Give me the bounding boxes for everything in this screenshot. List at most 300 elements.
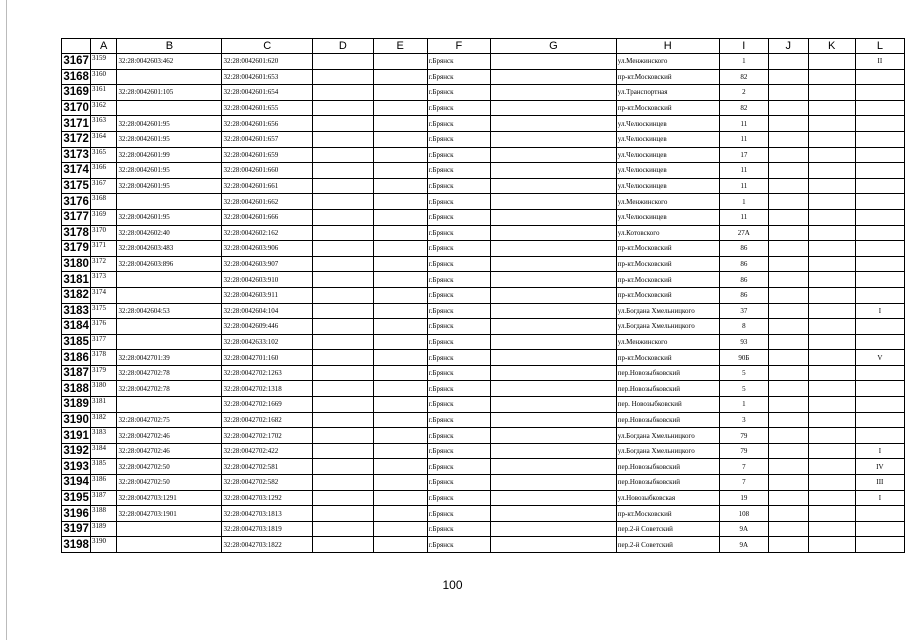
cell-h[interactable]: пер.2-й Советский xyxy=(616,537,719,553)
cell-k[interactable] xyxy=(808,147,855,163)
row-number[interactable]: 3188 xyxy=(63,382,89,395)
cell-g[interactable] xyxy=(491,428,617,444)
cell-f[interactable]: г.Брянск xyxy=(427,54,490,70)
cell-g[interactable] xyxy=(491,116,617,132)
cell-j[interactable] xyxy=(769,381,809,397)
cell-c[interactable]: 32:28:0042702:1682 xyxy=(222,412,313,428)
cell-k[interactable] xyxy=(808,163,855,179)
cell-e[interactable] xyxy=(373,365,427,381)
row-number[interactable]: 3191 xyxy=(63,429,89,442)
cell-l[interactable] xyxy=(855,256,904,272)
cell-h[interactable]: ул.Новозыбковская xyxy=(616,490,719,506)
cell-i[interactable]: 11 xyxy=(719,209,768,225)
cell-j[interactable] xyxy=(769,334,809,350)
cell-l[interactable] xyxy=(855,412,904,428)
cell-h[interactable]: пр-кт.Московский xyxy=(616,287,719,303)
column-header-j[interactable]: J xyxy=(769,39,809,54)
cell-i[interactable]: 8 xyxy=(719,319,768,335)
cell-f[interactable]: г.Брянск xyxy=(427,85,490,101)
cell-b[interactable]: 32:28:0042702:46 xyxy=(117,428,222,444)
cell-a[interactable]: 3160 xyxy=(90,69,117,85)
cell-c[interactable]: 32:28:0042702:1263 xyxy=(222,365,313,381)
cell-d[interactable] xyxy=(313,459,374,475)
cell-h[interactable]: ул.Челюскинцев xyxy=(616,116,719,132)
cell-l[interactable] xyxy=(855,319,904,335)
cell-g[interactable] xyxy=(491,178,617,194)
column-header-l[interactable]: L xyxy=(855,39,904,54)
cell-b[interactable]: 32:28:0042703:1291 xyxy=(117,490,222,506)
cell-c[interactable]: 32:28:0042601:653 xyxy=(222,69,313,85)
cell-c[interactable]: 32:28:0042701:160 xyxy=(222,350,313,366)
cell-f[interactable]: г.Брянск xyxy=(427,506,490,522)
cell-l[interactable]: I xyxy=(855,303,904,319)
cell-j[interactable] xyxy=(769,287,809,303)
cell-k[interactable] xyxy=(808,178,855,194)
cell-a[interactable]: 3172 xyxy=(90,256,117,272)
cell-h[interactable]: пер.Новозыбковский xyxy=(616,475,719,491)
cell-j[interactable] xyxy=(769,116,809,132)
cell-e[interactable] xyxy=(373,69,427,85)
cell-b[interactable] xyxy=(117,287,222,303)
cell-f[interactable]: г.Брянск xyxy=(427,147,490,163)
cell-g[interactable] xyxy=(491,365,617,381)
cell-g[interactable] xyxy=(491,131,617,147)
cell-j[interactable] xyxy=(769,241,809,257)
cell-h[interactable]: пер.2-й Советский xyxy=(616,521,719,537)
cell-g[interactable] xyxy=(491,319,617,335)
cell-d[interactable] xyxy=(313,412,374,428)
cell-f[interactable]: г.Брянск xyxy=(427,272,490,288)
cell-l[interactable]: V xyxy=(855,350,904,366)
cell-d[interactable] xyxy=(313,443,374,459)
cell-a[interactable]: 3184 xyxy=(90,443,117,459)
cell-e[interactable] xyxy=(373,334,427,350)
cell-k[interactable] xyxy=(808,225,855,241)
cell-k[interactable] xyxy=(808,428,855,444)
cell-g[interactable] xyxy=(491,54,617,70)
cell-l[interactable] xyxy=(855,537,904,553)
cell-d[interactable] xyxy=(313,85,374,101)
cell-k[interactable] xyxy=(808,131,855,147)
cell-e[interactable] xyxy=(373,350,427,366)
cell-e[interactable] xyxy=(373,537,427,553)
cell-c[interactable]: 32:28:0042601:662 xyxy=(222,194,313,210)
cell-e[interactable] xyxy=(373,256,427,272)
cell-i[interactable]: 79 xyxy=(719,443,768,459)
cell-k[interactable] xyxy=(808,69,855,85)
cell-d[interactable] xyxy=(313,381,374,397)
row-number[interactable]: 3187 xyxy=(63,367,89,380)
cell-e[interactable] xyxy=(373,443,427,459)
cell-i[interactable]: 2 xyxy=(719,85,768,101)
cell-k[interactable] xyxy=(808,521,855,537)
cell-f[interactable]: г.Брянск xyxy=(427,350,490,366)
cell-j[interactable] xyxy=(769,537,809,553)
cell-j[interactable] xyxy=(769,209,809,225)
cell-j[interactable] xyxy=(769,69,809,85)
cell-a[interactable]: 3170 xyxy=(90,225,117,241)
cell-f[interactable]: г.Брянск xyxy=(427,256,490,272)
cell-d[interactable] xyxy=(313,209,374,225)
row-number[interactable]: 3189 xyxy=(63,398,89,411)
cell-g[interactable] xyxy=(491,147,617,163)
cell-e[interactable] xyxy=(373,194,427,210)
cell-d[interactable] xyxy=(313,241,374,257)
cell-h[interactable]: ул.Челюскинцев xyxy=(616,178,719,194)
row-number[interactable]: 3184 xyxy=(63,320,89,333)
cell-b[interactable] xyxy=(117,194,222,210)
cell-g[interactable] xyxy=(491,241,617,257)
cell-a[interactable]: 3182 xyxy=(90,412,117,428)
cell-h[interactable]: пр-кт.Московский xyxy=(616,100,719,116)
cell-a[interactable]: 3165 xyxy=(90,147,117,163)
cell-i[interactable]: 82 xyxy=(719,69,768,85)
cell-h[interactable]: ул.Челюскинцев xyxy=(616,163,719,179)
cell-a[interactable]: 3164 xyxy=(90,131,117,147)
cell-d[interactable] xyxy=(313,521,374,537)
cell-b[interactable]: 32:28:0042702:50 xyxy=(117,475,222,491)
row-number[interactable]: 3180 xyxy=(63,258,89,271)
cell-l[interactable] xyxy=(855,178,904,194)
cell-d[interactable] xyxy=(313,272,374,288)
cell-h[interactable]: пер.Новозыбковский xyxy=(616,381,719,397)
row-number[interactable]: 3181 xyxy=(63,273,89,286)
column-header-k[interactable]: K xyxy=(808,39,855,54)
cell-k[interactable] xyxy=(808,443,855,459)
cell-g[interactable] xyxy=(491,287,617,303)
cell-c[interactable]: 32:28:0042702:1702 xyxy=(222,428,313,444)
cell-b[interactable]: 32:28:0042702:46 xyxy=(117,443,222,459)
cell-b[interactable]: 32:28:0042702:75 xyxy=(117,412,222,428)
cell-e[interactable] xyxy=(373,428,427,444)
cell-b[interactable]: 32:28:0042602:40 xyxy=(117,225,222,241)
cell-f[interactable]: г.Брянск xyxy=(427,365,490,381)
cell-b[interactable]: 32:28:0042601:95 xyxy=(117,163,222,179)
cell-g[interactable] xyxy=(491,475,617,491)
cell-l[interactable] xyxy=(855,365,904,381)
cell-h[interactable]: ул.Богдана Хмельницкого xyxy=(616,428,719,444)
cell-d[interactable] xyxy=(313,537,374,553)
cell-a[interactable]: 3179 xyxy=(90,365,117,381)
cell-f[interactable]: г.Брянск xyxy=(427,521,490,537)
cell-h[interactable]: ул.Богдана Хмельницкого xyxy=(616,443,719,459)
cell-e[interactable] xyxy=(373,319,427,335)
cell-h[interactable]: ул.Котовского xyxy=(616,225,719,241)
cell-h[interactable]: ул.Челюскинцев xyxy=(616,209,719,225)
cell-b[interactable]: 32:28:0042604:53 xyxy=(117,303,222,319)
cell-d[interactable] xyxy=(313,225,374,241)
cell-f[interactable]: г.Брянск xyxy=(427,443,490,459)
cell-d[interactable] xyxy=(313,475,374,491)
cell-d[interactable] xyxy=(313,334,374,350)
cell-k[interactable] xyxy=(808,272,855,288)
cell-g[interactable] xyxy=(491,163,617,179)
cell-l[interactable] xyxy=(855,241,904,257)
cell-g[interactable] xyxy=(491,194,617,210)
cell-d[interactable] xyxy=(313,490,374,506)
cell-c[interactable]: 32:28:0042703:1813 xyxy=(222,506,313,522)
cell-d[interactable] xyxy=(313,350,374,366)
row-number[interactable]: 3186 xyxy=(63,351,89,364)
cell-b[interactable]: 32:28:0042601:99 xyxy=(117,147,222,163)
row-number[interactable]: 3185 xyxy=(63,335,89,348)
cell-h[interactable]: пр-кт.Московский xyxy=(616,256,719,272)
cell-k[interactable] xyxy=(808,209,855,225)
cell-l[interactable] xyxy=(855,521,904,537)
cell-e[interactable] xyxy=(373,475,427,491)
cell-g[interactable] xyxy=(491,506,617,522)
cell-g[interactable] xyxy=(491,256,617,272)
cell-l[interactable]: II xyxy=(855,54,904,70)
cell-b[interactable] xyxy=(117,69,222,85)
cell-l[interactable] xyxy=(855,100,904,116)
cell-l[interactable] xyxy=(855,116,904,132)
cell-e[interactable] xyxy=(373,241,427,257)
cell-e[interactable] xyxy=(373,272,427,288)
row-number[interactable]: 3171 xyxy=(63,117,89,130)
cell-g[interactable] xyxy=(491,381,617,397)
row-number[interactable]: 3179 xyxy=(63,242,89,255)
cell-h[interactable]: ул.Богдана Хмельницкого xyxy=(616,303,719,319)
cell-f[interactable]: г.Брянск xyxy=(427,287,490,303)
cell-k[interactable] xyxy=(808,459,855,475)
cell-g[interactable] xyxy=(491,537,617,553)
column-header-d[interactable]: D xyxy=(313,39,374,54)
cell-i[interactable]: 7 xyxy=(719,475,768,491)
cell-b[interactable] xyxy=(117,334,222,350)
cell-a[interactable]: 3180 xyxy=(90,381,117,397)
cell-a[interactable]: 3178 xyxy=(90,350,117,366)
cell-k[interactable] xyxy=(808,194,855,210)
row-number[interactable]: 3176 xyxy=(63,195,89,208)
cell-i[interactable]: 86 xyxy=(719,241,768,257)
cell-a[interactable]: 3189 xyxy=(90,521,117,537)
cell-j[interactable] xyxy=(769,85,809,101)
cell-c[interactable]: 32:28:0042601:655 xyxy=(222,100,313,116)
cell-b[interactable]: 32:28:0042702:78 xyxy=(117,365,222,381)
cell-c[interactable]: 32:28:0042601:657 xyxy=(222,131,313,147)
cell-c[interactable]: 32:28:0042603:910 xyxy=(222,272,313,288)
cell-b[interactable]: 32:28:0042601:95 xyxy=(117,131,222,147)
cell-b[interactable] xyxy=(117,521,222,537)
cell-l[interactable] xyxy=(855,334,904,350)
cell-a[interactable]: 3190 xyxy=(90,537,117,553)
cell-h[interactable]: пер.Новозыбковский xyxy=(616,459,719,475)
cell-e[interactable] xyxy=(373,506,427,522)
cell-k[interactable] xyxy=(808,412,855,428)
cell-g[interactable] xyxy=(491,490,617,506)
cell-k[interactable] xyxy=(808,100,855,116)
cell-c[interactable]: 32:28:0042603:906 xyxy=(222,241,313,257)
cell-c[interactable]: 32:28:0042702:1669 xyxy=(222,397,313,413)
cell-c[interactable]: 32:28:0042601:661 xyxy=(222,178,313,194)
cell-j[interactable] xyxy=(769,147,809,163)
cell-g[interactable] xyxy=(491,69,617,85)
cell-k[interactable] xyxy=(808,85,855,101)
cell-k[interactable] xyxy=(808,116,855,132)
cell-d[interactable] xyxy=(313,256,374,272)
cell-e[interactable] xyxy=(373,225,427,241)
cell-a[interactable]: 3175 xyxy=(90,303,117,319)
cell-j[interactable] xyxy=(769,412,809,428)
cell-h[interactable]: пр-кт.Московский xyxy=(616,350,719,366)
cell-g[interactable] xyxy=(491,350,617,366)
cell-e[interactable] xyxy=(373,147,427,163)
cell-j[interactable] xyxy=(769,490,809,506)
cell-k[interactable] xyxy=(808,381,855,397)
cell-f[interactable]: г.Брянск xyxy=(427,100,490,116)
cell-d[interactable] xyxy=(313,506,374,522)
cell-a[interactable]: 3163 xyxy=(90,116,117,132)
cell-k[interactable] xyxy=(808,241,855,257)
cell-a[interactable]: 3173 xyxy=(90,272,117,288)
cell-i[interactable]: 7 xyxy=(719,459,768,475)
cell-b[interactable]: 32:28:0042702:78 xyxy=(117,381,222,397)
cell-c[interactable]: 32:28:0042702:582 xyxy=(222,475,313,491)
cell-l[interactable] xyxy=(855,131,904,147)
row-number[interactable]: 3197 xyxy=(63,523,89,536)
cell-j[interactable] xyxy=(769,365,809,381)
cell-b[interactable]: 32:28:0042701:39 xyxy=(117,350,222,366)
cell-h[interactable]: пер. Новозыбковский xyxy=(616,397,719,413)
cell-f[interactable]: г.Брянск xyxy=(427,459,490,475)
column-header-e[interactable]: E xyxy=(373,39,427,54)
cell-f[interactable]: г.Брянск xyxy=(427,381,490,397)
cell-e[interactable] xyxy=(373,131,427,147)
cell-j[interactable] xyxy=(769,428,809,444)
cell-j[interactable] xyxy=(769,178,809,194)
cell-k[interactable] xyxy=(808,319,855,335)
cell-j[interactable] xyxy=(769,54,809,70)
cell-a[interactable]: 3168 xyxy=(90,194,117,210)
cell-b[interactable] xyxy=(117,100,222,116)
cell-e[interactable] xyxy=(373,178,427,194)
cell-j[interactable] xyxy=(769,443,809,459)
cell-j[interactable] xyxy=(769,397,809,413)
cell-c[interactable]: 32:28:0042601:654 xyxy=(222,85,313,101)
cell-i[interactable]: 3 xyxy=(719,412,768,428)
cell-l[interactable] xyxy=(855,69,904,85)
cell-g[interactable] xyxy=(491,412,617,428)
cell-j[interactable] xyxy=(769,256,809,272)
cell-l[interactable] xyxy=(855,194,904,210)
cell-i[interactable]: 82 xyxy=(719,100,768,116)
cell-i[interactable]: 108 xyxy=(719,506,768,522)
cell-b[interactable]: 32:28:0042601:105 xyxy=(117,85,222,101)
cell-i[interactable]: 9А xyxy=(719,537,768,553)
cell-l[interactable] xyxy=(855,506,904,522)
cell-i[interactable]: 5 xyxy=(719,365,768,381)
cell-d[interactable] xyxy=(313,428,374,444)
cell-f[interactable]: г.Брянск xyxy=(427,412,490,428)
cell-b[interactable]: 32:28:0042702:50 xyxy=(117,459,222,475)
cell-h[interactable]: ул.Богдана Хмельницкого xyxy=(616,319,719,335)
cell-c[interactable]: 32:28:0042604:104 xyxy=(222,303,313,319)
row-number[interactable]: 3198 xyxy=(63,538,89,551)
cell-c[interactable]: 32:28:0042602:162 xyxy=(222,225,313,241)
row-number[interactable]: 3190 xyxy=(63,413,89,426)
cell-k[interactable] xyxy=(808,256,855,272)
cell-d[interactable] xyxy=(313,178,374,194)
cell-g[interactable] xyxy=(491,334,617,350)
column-header-i[interactable]: I xyxy=(719,39,768,54)
cell-i[interactable]: 19 xyxy=(719,490,768,506)
cell-e[interactable] xyxy=(373,163,427,179)
cell-f[interactable]: г.Брянск xyxy=(427,303,490,319)
cell-b[interactable]: 32:28:0042603:483 xyxy=(117,241,222,257)
cell-i[interactable]: 17 xyxy=(719,147,768,163)
cell-i[interactable]: 90Б xyxy=(719,350,768,366)
cell-c[interactable]: 32:28:0042703:1819 xyxy=(222,521,313,537)
cell-f[interactable]: г.Брянск xyxy=(427,69,490,85)
cell-c[interactable]: 32:28:0042601:620 xyxy=(222,54,313,70)
cell-k[interactable] xyxy=(808,365,855,381)
cell-d[interactable] xyxy=(313,287,374,303)
cell-k[interactable] xyxy=(808,537,855,553)
cell-c[interactable]: 32:28:0042601:659 xyxy=(222,147,313,163)
column-header-g[interactable]: G xyxy=(491,39,617,54)
cell-e[interactable] xyxy=(373,303,427,319)
cell-i[interactable]: 86 xyxy=(719,272,768,288)
cell-d[interactable] xyxy=(313,147,374,163)
cell-j[interactable] xyxy=(769,319,809,335)
cell-c[interactable]: 32:28:0042603:907 xyxy=(222,256,313,272)
cell-g[interactable] xyxy=(491,85,617,101)
cell-l[interactable] xyxy=(855,272,904,288)
cell-a[interactable]: 3187 xyxy=(90,490,117,506)
cell-g[interactable] xyxy=(491,397,617,413)
cell-e[interactable] xyxy=(373,521,427,537)
cell-d[interactable] xyxy=(313,365,374,381)
cell-a[interactable]: 3167 xyxy=(90,178,117,194)
cell-f[interactable]: г.Брянск xyxy=(427,131,490,147)
cell-h[interactable]: пер.Новозыбковский xyxy=(616,365,719,381)
cell-a[interactable]: 3162 xyxy=(90,100,117,116)
cell-g[interactable] xyxy=(491,459,617,475)
cell-j[interactable] xyxy=(769,459,809,475)
row-number[interactable]: 3168 xyxy=(63,70,89,83)
cell-j[interactable] xyxy=(769,131,809,147)
cell-k[interactable] xyxy=(808,490,855,506)
cell-j[interactable] xyxy=(769,272,809,288)
cell-i[interactable]: 86 xyxy=(719,287,768,303)
cell-h[interactable]: пр-кт.Московский xyxy=(616,241,719,257)
cell-l[interactable]: I xyxy=(855,490,904,506)
cell-k[interactable] xyxy=(808,475,855,491)
cell-a[interactable]: 3185 xyxy=(90,459,117,475)
cell-a[interactable]: 3166 xyxy=(90,163,117,179)
cell-h[interactable]: ул.Челюскинцев xyxy=(616,131,719,147)
cell-c[interactable]: 32:28:0042609:446 xyxy=(222,319,313,335)
column-header-a[interactable]: A xyxy=(90,39,117,54)
cell-c[interactable]: 32:28:0042702:422 xyxy=(222,443,313,459)
cell-h[interactable]: пр-кт.Московский xyxy=(616,272,719,288)
cell-d[interactable] xyxy=(313,194,374,210)
cell-a[interactable]: 3176 xyxy=(90,319,117,335)
cell-l[interactable] xyxy=(855,147,904,163)
cell-e[interactable] xyxy=(373,459,427,475)
cell-c[interactable]: 32:28:0042633:102 xyxy=(222,334,313,350)
cell-d[interactable] xyxy=(313,54,374,70)
cell-b[interactable] xyxy=(117,272,222,288)
cell-f[interactable]: г.Брянск xyxy=(427,475,490,491)
cell-j[interactable] xyxy=(769,194,809,210)
cell-k[interactable] xyxy=(808,334,855,350)
cell-h[interactable]: ул.Транспортная xyxy=(616,85,719,101)
row-number[interactable]: 3173 xyxy=(63,148,89,161)
cell-d[interactable] xyxy=(313,116,374,132)
cell-f[interactable]: г.Брянск xyxy=(427,241,490,257)
